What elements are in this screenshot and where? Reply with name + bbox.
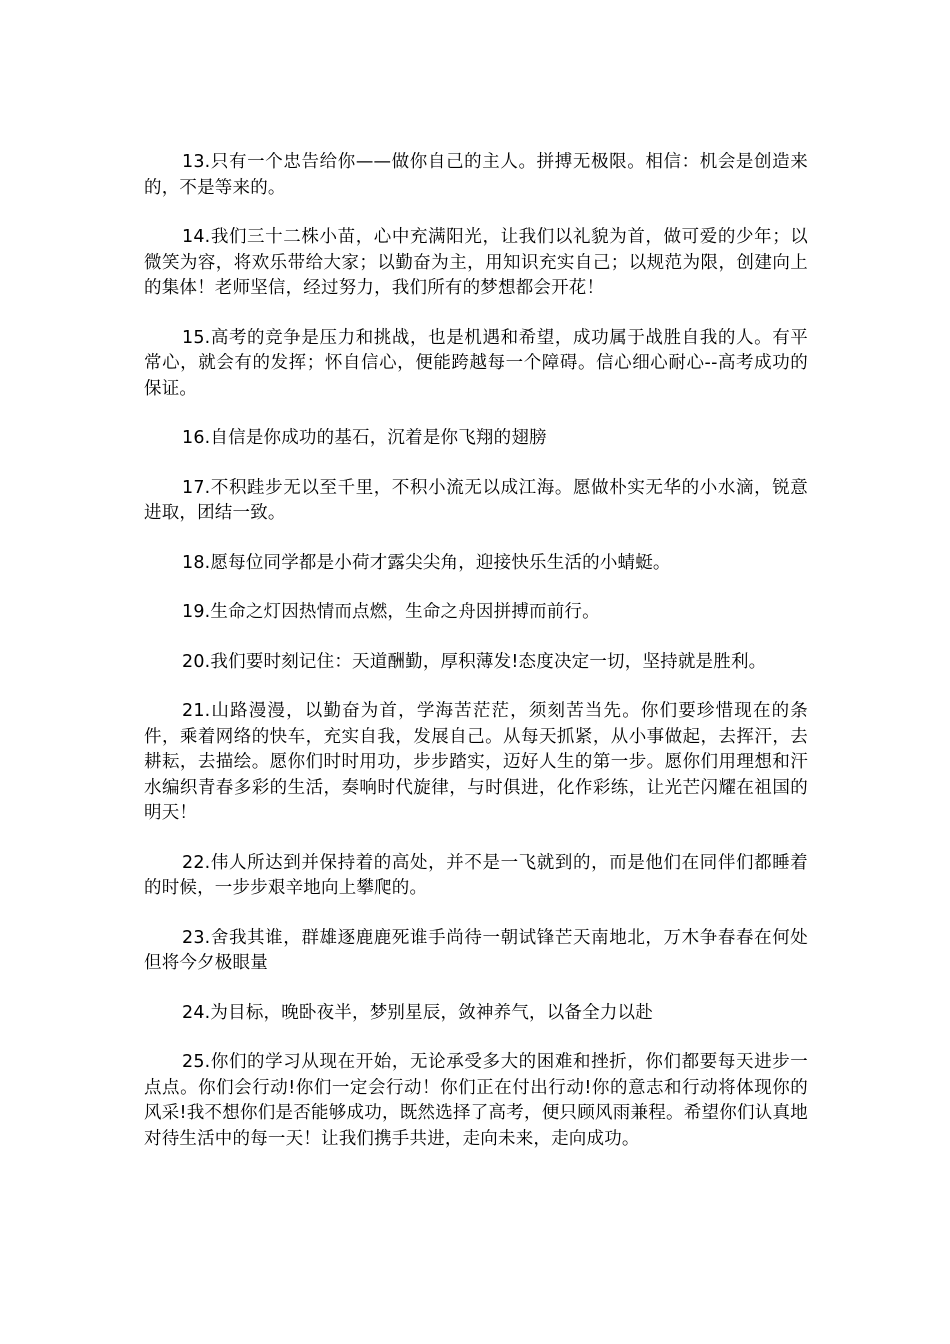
paragraph-14: 14.我们三十二株小苗，心中充满阳光，让我们以礼貌为首，做可爱的少年；以微笑为容，将欢乐带给大家；以勤奋为主，用知识充实自己；以规范为限，创建向上的集体！老师坚信，经过努力，我们所有的梦想都会开花！ — [144, 227, 808, 298]
paragraph-25: 25.你们的学习从现在开始，无论承受多大的困难和挫折，你们都要每天进步一点点。你们会行动!你们一定会行动！你们正在付出行动!你的意志和行动将体现你的风采!我不想你们是否能够成功，既然选择了高考，便只顾风雨兼程。希望你们认真地对待生活中的每一天！让我们携手共进，走向未来，走向成功。 — [144, 1052, 808, 1149]
paragraph-20: 20.我们要时刻记住：天道酬勤，厚积薄发!态度决定一切，坚持就是胜利。 — [182, 651, 767, 672]
paragraph-19: 19.生命之灯因热情而点燃，生命之舟因拼搏而前行。 — [182, 602, 600, 622]
paragraph-18: 18.愿每位同学都是小荷才露尖尖角，迎接快乐生活的小蜻蜓。 — [182, 552, 671, 573]
paragraph-22: 22.伟人所达到并保持着的高处，并不是一飞就到的，而是他们在同伴们都睡着的时候，一步步艰辛地向上攀爬的。 — [144, 852, 808, 898]
paragraph-13: 13.只有一个忠告给你——做你自己的主人。拼搏无极限。相信：机会是创造来的，不是等来的。 — [144, 152, 808, 198]
paragraph-16: 16.自信是你成功的基石，沉着是你飞翔的翅膀 — [182, 428, 547, 448]
paragraph-15: 15.高考的竞争是压力和挑战，也是机遇和希望，成功属于战胜自我的人。有平常心，就会有的发挥；怀自信心，便能跨越每一个障碍。信心细心耐心--高考成功的保证。 — [144, 327, 808, 399]
paragraph-17: 17.不积跬步无以至千里，不积小流无以成江海。愿做朴实无华的小水滴，锐意进取，团结一致。 — [144, 477, 808, 523]
document-body — [144, 150, 808, 1176]
paragraph-23: 23.舍我其谁，群雄逐鹿鹿死谁手尚待一朝试锋芒天南地北，万木争春春在何处但将今夕极眼量 — [144, 927, 808, 973]
paragraph-24: 24.为目标，晚卧夜半，梦别星辰，敛神养气，以备全力以赴 — [182, 1002, 653, 1023]
paragraph-21: 21.山路漫漫，以勤奋为首，学海苦茫茫，须刻苦当先。你们要珍惜现在的条件，乘着网络的快车，充实自我，发展自己。从每天抓紧，从小事做起，去挥汗，去耕耘，去描绘。愿你们时时用功，步步踏实，迈好人生的第一步。愿你们用理想和汗水编织青春多彩的生活，奏响时代旋律，与时俱进，化作彩练，让光芒闪耀在祖国的明天！ — [144, 701, 808, 823]
